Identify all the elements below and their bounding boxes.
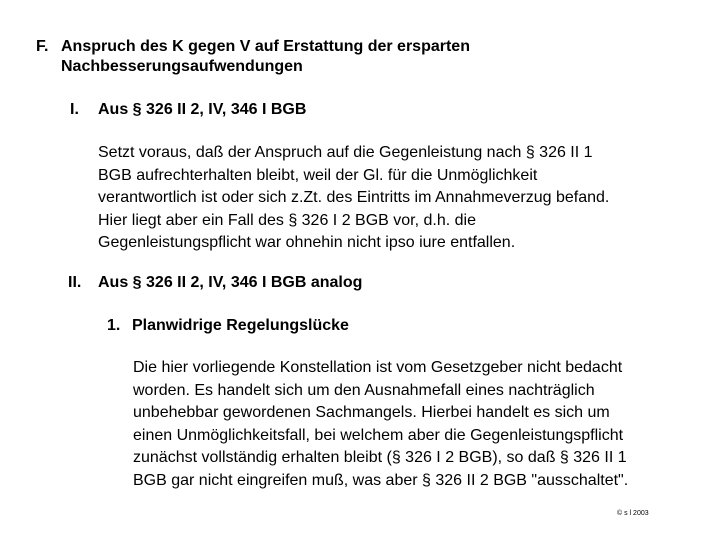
section-ii-number: II. [68,274,82,291]
section-i-heading-text: Aus § 326 II 2, IV, 346 I BGB [98,101,307,118]
section-f-number: F. [36,38,49,55]
copyright-footer: © s l 2003 [617,510,649,517]
subsection-1-number: 1. [107,317,121,334]
section-i-paragraph [98,142,609,255]
section-f-heading [36,37,676,79]
paragraph-line: BGB gar nicht eingreifen muß, was aber § 326 II 2 BGB "ausschaltet". [133,471,629,489]
section-f-title [61,37,470,77]
paragraph-line: zunächst vollständig erhalten bleibt (§ 326 I 2 BGB), so daß § 326 II 1 [133,449,627,466]
paragraph-line: einen Unmöglichkeitsfall, bei welchem aber die Gegenleistungspflicht [133,426,624,444]
subsection-1-paragraph [133,357,628,492]
section-f-title-line: Nachbesserungsaufwendungen [61,58,303,75]
paragraph-line: BGB aufrechterhalten bleibt, weil der Gl. für die Unmöglichkeit [98,166,538,184]
paragraph-line: Die hier vorliegende Konstellation ist vom Gesetzgeber nicht bedacht [133,359,623,376]
section-f-title-line: Anspruch des K gegen V auf Erstattung der ersparten [61,38,470,55]
paragraph-line: verantwortlich ist oder sich z.Zt. des Eintritts im Annahmeverzug befand. [98,189,610,206]
section-ii-heading [68,273,468,293]
section-ii-heading-text: Aus § 326 II 2, IV, 346 I BGB analog [98,274,363,291]
subsection-1-heading [107,316,507,336]
paragraph-line: unbehebbar gewordenen Sachmangels. Hierbei handelt es sich um [133,404,610,421]
paragraph-line: Setzt voraus, daß der Anspruch auf die Gegenleistung nach § 326 II 1 [98,144,593,161]
section-i-number: I. [70,101,79,118]
paragraph-line: Hier liegt aber ein Fall des § 326 I 2 BGB vor, d.h. die [98,211,476,229]
section-i-heading [70,100,470,120]
paragraph-line: worden. Es handelt sich um den Ausnahmefall eines nachträglich [133,381,595,399]
subsection-1-heading-text: Planwidrige Regelungslücke [132,317,349,334]
paragraph-line: Gegenleistungspflicht war ohnehin nicht ipso iure entfallen. [98,234,516,251]
